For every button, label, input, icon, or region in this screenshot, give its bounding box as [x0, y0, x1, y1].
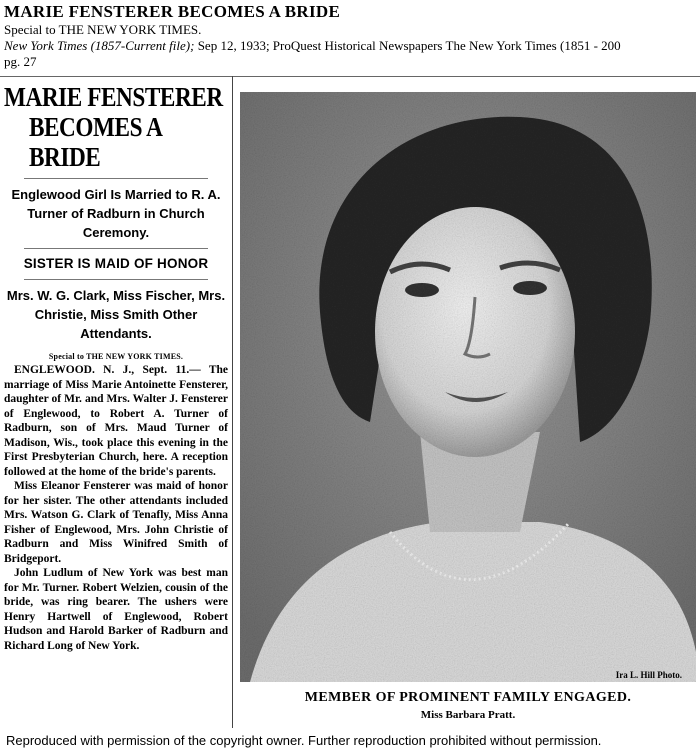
- headline: [4, 82, 228, 172]
- left-eye: [405, 283, 439, 297]
- paragraph: Miss Eleanor Fensterer was maid of honor for her sister. The other attendants included Mrs. Watson G. Clark of Tenafly, Miss Anna Fisher of Englewood, Mrs. John Christie of Radburn and Miss Winifred Smith of Bridgeport.: [4, 480, 228, 565]
- citation-line: [4, 38, 698, 54]
- photo-caption: [240, 690, 696, 721]
- divider: [24, 178, 208, 179]
- photo-credit: Ira L. Hill Photo.: [615, 670, 682, 680]
- divider: [24, 279, 208, 280]
- column-divider: [232, 76, 233, 728]
- caption-subject: Miss Barbara Pratt.: [420, 709, 516, 721]
- caption-title: MEMBER OF PROMINENT FAMILY ENGAGED.: [304, 690, 632, 705]
- headline-line-2: BECOMES A BRIDE: [28, 112, 162, 172]
- citation-details: Sep 12, 1933; ProQuest Historical Newspapers The New York Times (1851 - 200: [194, 38, 621, 53]
- citation-header: [4, 2, 698, 70]
- face: [375, 207, 575, 457]
- document-title: MARIE FENSTERER BECOMES A BRIDE: [4, 2, 341, 21]
- clipping-top-border: [0, 76, 700, 77]
- article-column: [4, 82, 228, 653]
- headline-line-1: MARIE FENSTERER: [4, 82, 223, 112]
- article-body: [4, 363, 228, 653]
- special-dateline: Special to THE NEW YORK TIMES.: [48, 352, 184, 361]
- paragraph: John Ludlum of New York was best man for Mr. Turner. Robert Welzien, cousin of the bride, was ring bearer. The ushers were Henry Hartwell of Englewood, Robert Hudson and Harold Barker of Radburn and Richard Long of New York.: [4, 567, 228, 652]
- deck-3: Mrs. W. G. Clark, Miss Fischer, Mrs. Christie, Miss Smith Other Attendants.: [6, 288, 226, 341]
- paragraph: ENGLEWOOD. N. J., Sept. 11.— The marriage of Miss Marie Antoinette Fensterer, daughter of Mr. and Mrs. Walter J. Fensterer of Englewood, to Robert A. Turner of Radburn, son of Mrs. Maud Turner of Madison, Wis., took place this evening in the First Presbyterian Church, here. A reception followed at the home of the bride's parents.: [4, 364, 228, 478]
- page-number: pg. 27: [4, 54, 37, 69]
- deck-1: Englewood Girl Is Married to R. A. Turner of Radburn in Church Ceremony.: [11, 187, 221, 240]
- right-eye: [513, 281, 547, 295]
- special-credit: Special to THE NEW YORK TIMES.: [4, 22, 202, 37]
- source-name: New York Times (1857-Current file);: [4, 38, 195, 53]
- portrait-photo: [240, 92, 696, 682]
- divider: [24, 248, 208, 249]
- copyright-notice: Reproduced with permission of the copyright owner. Further reproduction prohibited without permission.: [6, 733, 602, 748]
- deck-2: SISTER IS MAID OF HONOR: [23, 256, 209, 271]
